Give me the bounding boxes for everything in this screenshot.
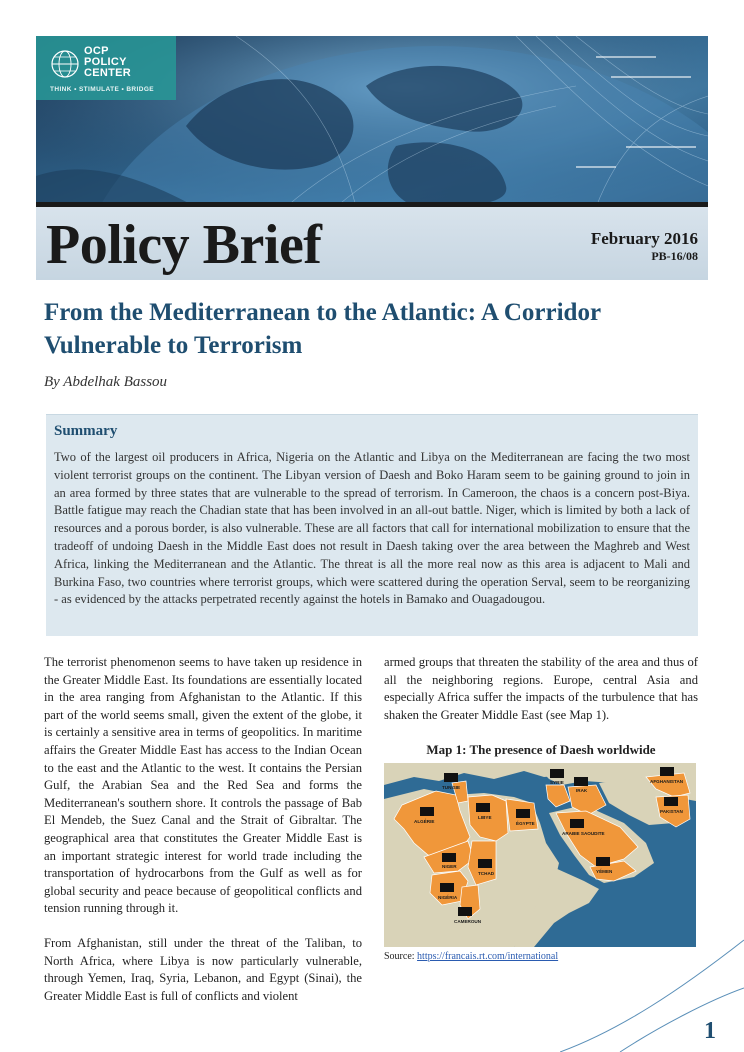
map-source-link[interactable]: https://francais.rt.com/international: [417, 951, 559, 962]
globe-icon: [50, 46, 80, 82]
logo-line-3: CENTER: [84, 67, 132, 79]
map-label-tchad: TCHAD: [478, 871, 495, 876]
map-label-yemen: YÉMEN: [596, 869, 613, 874]
daesh-flag-icon: [442, 853, 456, 862]
daesh-flag-icon: [570, 819, 584, 828]
corner-decoration: [560, 930, 744, 1052]
logo-tagline: THINK • STIMULATE • BRIDGE: [50, 86, 155, 93]
daesh-flag-icon: [550, 769, 564, 778]
daesh-flag-icon: [476, 803, 490, 812]
banner-title-strip: [36, 207, 708, 280]
map-label-egypte: ÉGYPTE: [516, 821, 535, 826]
document-title: From the Mediterranean to the Atlantic: A Corridor Vulnerable to Terrorism: [44, 299, 601, 359]
ocp-logo: [36, 36, 176, 100]
daesh-flag-icon: [444, 773, 458, 782]
map-label-libye: LIBYE: [478, 815, 492, 820]
daesh-flag-icon: [596, 857, 610, 866]
daesh-flag-icon: [660, 767, 674, 776]
body-column-left: [44, 654, 362, 1022]
daesh-flag-icon: [664, 797, 678, 806]
map-label-niger: NIGER: [442, 864, 457, 869]
daesh-flag-icon: [478, 859, 492, 868]
issue-date: February 2016: [590, 229, 698, 248]
map-label-syrie: SYRIE: [550, 780, 564, 785]
body-paragraph: The terrorist phenomenon seems to have taken up residence in the Greater Middle East. Its foundations are essentially located in the area ranging from Afghanistan to the Atlantic. If this part of the world seems small, given the extent of the globe, it is certainly a sensitive area in terms of geopolitics. In maritime affairs the Greater Middle East has access to the Indian Ocean to the east and the Atlantic to the west. It contains the Persian Gulf, the Arabian Sea and the Red Sea and forms the Mediterranean's southern shore. It controls the passage of Bab El Mendeb, the Suez Canal and the Strait of Gibraltar. The geographical area that constitutes the Greater Middle East is an important strategic interest for world trade including the transportation of hydrocarbons from the Gulf as well as for global security and peace because of geopolitical conflicts and tension running through it.: [44, 655, 362, 916]
map-caption: Map 1: The presence of Daesh worldwide: [426, 742, 656, 757]
summary-text: Two of the largest oil producers in Africa, Nigeria on the Atlantic and Libya on the Mediterranean are facing the two most violent terrorist groups on the continent. The Libyan version of Daesh and Boko Haram seem to be gaining ground to join in an area formed by three states that are vulnerable to the spread of terrorism. In Cameroon, the chaos is a concern post-Biya. Battle fatigue may reach the Chadian state that has been involved in an all-out battle. Niger, which is limited by both a lack of resources and a porous border, is also vulnerable. These are all factors that call for international mobilization to ensure that the tradeoff of undoing Daesh in the Middle East does not result in Daesh taking over the area between the Maghreb and West Africa, linking the Mediterranean and the Atlantic. The threat is all the more real now as this area is adjacent to Mali and Burkina Faso, two countries where terrorist groups, which were scattered during the operation Serval, seem to be reorganizing - as evidenced by the attacks perpetrated recently against the hotels in Bamako and Ouagadougou.: [54, 450, 690, 607]
daesh-flag-icon: [458, 907, 472, 916]
map-label-pakistan: PAKISTAN: [660, 809, 683, 814]
daesh-presence-map: [384, 763, 696, 947]
map-label-nigeria: NIGÉRIA: [438, 895, 458, 900]
logo-line-2: POLICY: [84, 56, 127, 68]
map-source-label: Source:: [384, 951, 418, 962]
map-label-arabie-saoudite: ARABIE SAOUDITE: [562, 831, 605, 836]
summary-box: [46, 414, 698, 636]
logo-line-1: OCP: [84, 45, 109, 57]
map-label-tunisie: TUNISIE: [442, 785, 461, 790]
map-source: [384, 951, 558, 962]
body-paragraph: armed groups that threaten the stability of the area and thus of all the neighboring regions. Europe, central Asia and especially Africa suffer the impacts of the turbulence that has shaken the Greater Middle East (see Map 1).: [384, 655, 698, 722]
series-title: Policy Brief: [46, 214, 322, 276]
body-column-right: [384, 654, 698, 741]
header-banner: [36, 36, 708, 280]
issue-number: PB-16/08: [651, 249, 698, 263]
map-label-irak: IRAK: [576, 788, 588, 793]
author-byline: By Abdelhak Bassou: [44, 374, 168, 390]
logo-wordmark: [84, 46, 131, 79]
daesh-flag-icon: [574, 777, 588, 786]
body-paragraph: From Afghanistan, still under the threat of the Taliban, to North Africa, where Libya is now particularly vulnerable, through Yemen, Iraq, Syria, Lebanon, and Egypt (Sinai), the Greater Middle East is full of conflicts and violent: [44, 935, 362, 1003]
page-number: 1: [704, 1018, 716, 1044]
summary-heading: Summary: [54, 423, 118, 439]
map-label-afghanistan: AFGHANISTAN: [650, 779, 684, 784]
map-label-cameroun: CAMEROUN: [454, 919, 482, 924]
map-graphic: [384, 763, 696, 947]
daesh-flag-icon: [420, 807, 434, 816]
daesh-flag-icon: [516, 809, 530, 818]
map-label-algerie: ALGÉRIE: [414, 819, 435, 824]
daesh-flag-icon: [440, 883, 454, 892]
